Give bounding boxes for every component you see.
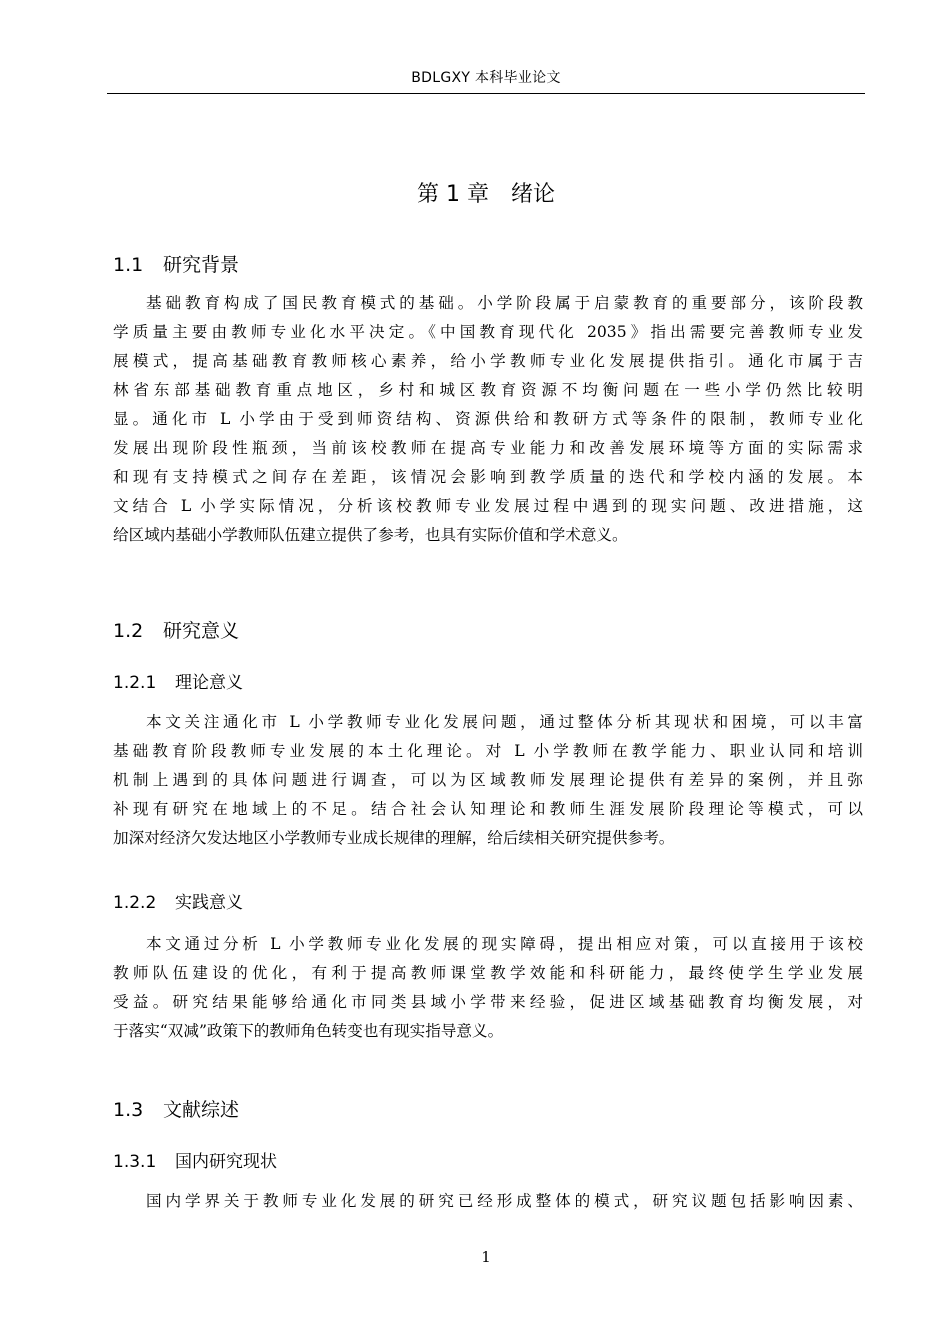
paragraph-line: 展模式，提高基础教育教师核心素养，给小学教师专业化发展提供指引。通化市属于吉 [113,352,863,370]
paragraph-line: 机制上遇到的具体问题进行调查，可以为区域教师发展理论提供有差异的案例，并且弥 [113,771,863,789]
paragraph-background [113,289,863,550]
header-divider [107,93,865,94]
section-title: 研究背景 [163,254,240,276]
paragraph-line: 文结合 L 小学实际情况，分析该校教师专业发展过程中遇到的现实问题、改进措施，这 [113,497,863,515]
paragraph-line: 国内学界关于教师专业化发展的研究已经形成整体的模式，研究议题包括影响因素、 [146,1192,863,1210]
section-title: 国内研究现状 [175,1152,277,1172]
paragraph-line: 和现有支持模式之间存在差距，该情况会影响到教学质量的迭代和学校内涵的发展。本 [113,468,863,486]
paragraph-line: 教师队伍建设的优化，有利于提高教师课堂教学效能和科研能力，最终使学生学业发展 [113,964,863,982]
paragraph-theoretical-significance [113,708,863,853]
paragraph-practical-significance [113,930,863,1046]
paragraph-line: 学质量主要由教师专业化水平决定。《中国教育现代化 2035》指出需要完善教师专业发 [113,323,863,341]
subsection-heading-1-2-2 [113,890,243,916]
section-number: 1.2.2 [113,893,157,913]
section-number: 1.2.1 [113,673,157,693]
section-title: 理论意义 [175,673,243,693]
paragraph-line: 基础教育阶段教师专业发展的本土化理论。对 L 小学教师在教学能力、职业认同和培训 [113,742,863,760]
paragraph-line: 于落实“双减”政策下的教师角色转变也有现实指导意义。 [113,1022,504,1040]
page-number: 1 [481,1248,491,1266]
paragraph-line: 本文通过分析 L 小学教师专业化发展的现实障碍，提出相应对策，可以直接用于该校 [146,935,863,953]
paragraph-line: 基础教育构成了国民教育模式的基础。小学阶段属于启蒙教育的重要部分，该阶段教 [146,294,863,312]
paragraph-line: 加深对经济欠发达地区小学教师专业成长规律的理解，给后续相关研究提供参考。 [113,829,675,847]
paragraph-line: 给区域内基础小学教师队伍建立提供了参考，也具有实际价值和学术意义。 [113,526,628,544]
page-header: BDLGXY 本科毕业论文 [411,70,561,86]
section-number: 1.1 [113,254,144,276]
paragraph-line: 显。通化市 L 小学由于受到师资结构、资源供给和教研方式等条件的限制，教师专业化 [113,410,863,428]
section-number: 1.3.1 [113,1152,157,1172]
section-title: 研究意义 [163,620,240,642]
section-number: 1.2 [113,620,144,642]
paragraph-line: 补现有研究在地域上的不足。结合社会认知理论和教师生涯发展阶段理论等模式，可以 [113,800,863,818]
chapter-title: 第 1 章 绪论 [417,182,555,207]
paragraph-line: 本文关注通化市 L 小学教师专业化发展问题，通过整体分析其现状和困境，可以丰富 [146,713,863,731]
section-title: 实践意义 [175,893,243,913]
paragraph-line: 发展出现阶段性瓶颈，当前该校教师在提高专业能力和改善发展环境等方面的实际需求 [113,439,863,457]
section-heading-1-2 [113,617,239,645]
paragraph-line: 受益。研究结果能够给通化市同类县域小学带来经验，促进区域基础教育均衡发展，对 [113,993,863,1011]
section-heading-1-1 [113,251,239,279]
paragraph-domestic-research [113,1187,863,1216]
section-number: 1.3 [113,1099,144,1121]
subsection-heading-1-2-1 [113,670,243,696]
subsection-heading-1-3-1 [113,1149,277,1175]
section-title: 文献综述 [163,1099,240,1121]
paragraph-line: 林省东部基础教育重点地区，乡村和城区教育资源不均衡问题在一些小学仍然比较明 [113,381,863,399]
section-heading-1-3 [113,1096,239,1124]
